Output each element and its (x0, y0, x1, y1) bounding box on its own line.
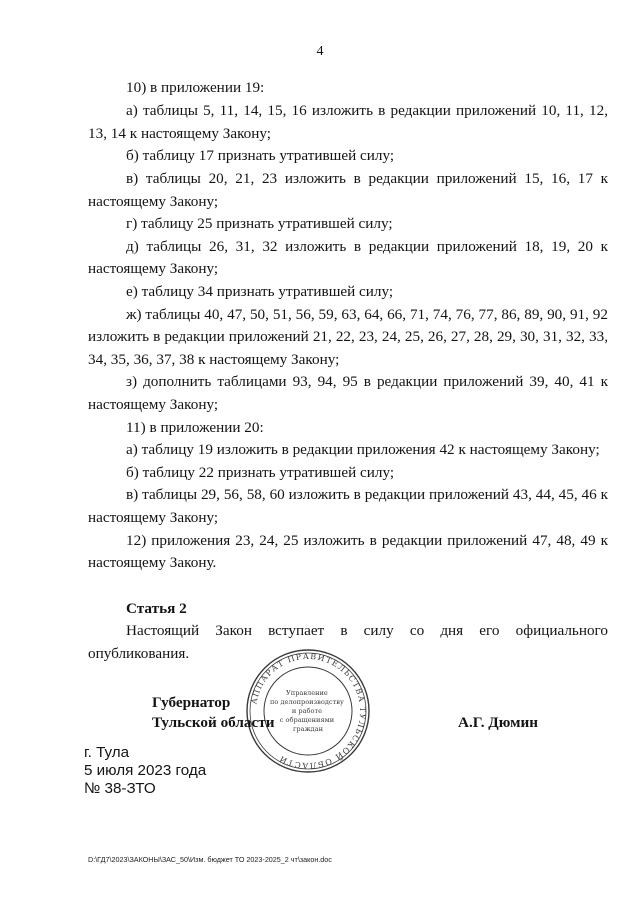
item-10z-line1: з) дополнить таблицами 93, 94, 95 в редакции приложений 39, 40, 41 к (126, 373, 608, 390)
law-number: № 38-ЗТО (84, 780, 156, 797)
list-heading-11: 11) в приложении 20: (126, 419, 264, 436)
item-10b: б) таблицу 17 признать утратившей силу; (126, 147, 395, 164)
article-text-line2: опубликования. (88, 645, 190, 662)
item-10z-line2: настоящему Закону; (88, 396, 219, 413)
item-10a-line2: 13, 14 к настоящему Закону; (88, 125, 272, 142)
item-10e: е) таблицу 34 признать утратившей силу; (126, 283, 394, 300)
item-10zh-line1: ж) таблицы 40, 47, 50, 51, 56, 59, 63, 64, 66, 71, 74, 76, 77, 86, 89, 90, 91, 92 (126, 306, 608, 323)
item-11a: а) таблицу 19 изложить в редакции приложения 42 к настоящему Закону; (126, 441, 600, 458)
page-number: 4 (316, 44, 324, 59)
item-11v-line1: в) таблицы 29, 56, 58, 60 изложить в редакции приложений 43, 44, 45, 46 к (126, 486, 608, 503)
item-10a-line1: а) таблицы 5, 11, 14, 15, 16 изложить в редакции приложений 10, 11, 12, (126, 102, 608, 119)
signatory-position-line2: Тульской области (152, 714, 275, 731)
article-text-line1: Настоящий Закон вступает в силу со дня его официального (126, 622, 608, 639)
item-10zh-line2: изложить в редакции приложений 21, 22, 23, 24, 25, 26, 27, 28, 29, 30, 31, 32, 33, (88, 328, 608, 345)
item-12-line1: 12) приложения 23, 24, 25 изложить в редакции приложений 47, 48, 49 к (126, 532, 608, 549)
item-10d-line2: настоящему Закону; (88, 260, 219, 277)
official-seal-stamp (244, 647, 372, 775)
list-heading-10: 10) в приложении 19: (126, 79, 265, 96)
item-10zh-line3: 34, 35, 36, 37, 38 к настоящему Закону; (88, 351, 340, 368)
item-10v-line2: настоящему Закону; (88, 193, 219, 210)
city: г. Тула (84, 744, 130, 761)
file-path-footer: D:\ГД7\2023\ЗАКОНЫ\ЗАС_50\Изм. бюджет ТО 2023-2025_2 чт\закон.doc (88, 855, 332, 864)
article-heading: Статья 2 (126, 600, 187, 617)
item-10g: г) таблицу 25 признать утратившей силу; (126, 215, 393, 232)
item-11v-line2: настоящему Закону; (88, 509, 219, 526)
item-10v-line1: в) таблицы 20, 21, 23 изложить в редакции приложений 15, 16, 17 к (126, 170, 608, 187)
signatory-position-line1: Губернатор (152, 694, 231, 711)
signatory-name: А.Г. Дюмин (458, 714, 539, 731)
svg-text:Управление по делопроизв: Управление по делопроизводству и работе с обращениями граждан (270, 689, 344, 733)
item-11b: б) таблицу 22 признать утратившей силу; (126, 464, 395, 481)
svg-text:АППАРАТ ПРАВИТЕЛЬСТВА ТУЛЬСКОЙ: АППАРАТ ПРАВИТЕЛЬСТВА ТУЛЬСКОЙ ОБЛАСТИ (249, 651, 368, 771)
law-date: 5 июля 2023 года (84, 762, 207, 779)
item-12-line2: настоящему Закону. (88, 554, 217, 571)
item-10d-line1: д) таблицы 26, 31, 32 изложить в редакции приложений 18, 19, 20 к (126, 238, 608, 255)
